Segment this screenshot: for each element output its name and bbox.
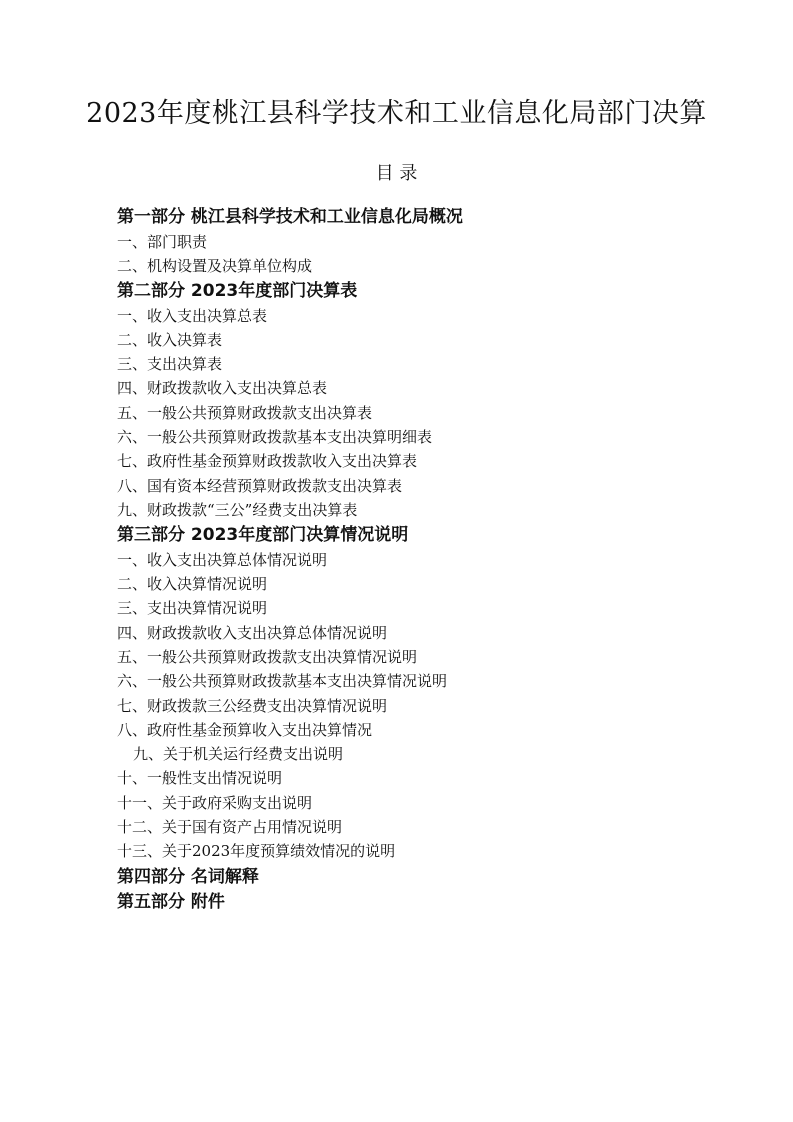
- toc-item: 十、一般性支出情况说明: [117, 769, 283, 788]
- toc-heading: 目 录: [375, 163, 418, 184]
- document-title: 2023年度桃江县科学技术和工业信息化局部门决算: [86, 98, 707, 129]
- toc-item: 一、收入支出决算总体情况说明: [117, 550, 328, 569]
- toc-item: 二、机构设置及决算单位构成: [117, 256, 313, 275]
- toc-item: 十三、关于2023年度预算绩效情况的说明: [117, 842, 396, 861]
- toc-item: 三、支出决算表: [117, 355, 223, 374]
- toc-item: 二、收入决算表: [117, 330, 223, 349]
- toc-part-heading: 第五部分 附件: [117, 892, 225, 913]
- toc-item: 二、收入决算情况说明: [117, 575, 268, 594]
- toc-item: 五、一般公共预算财政拨款支出决算表: [117, 403, 373, 422]
- toc-item: 六、一般公共预算财政拨款基本支出决算明细表: [117, 428, 433, 447]
- table-of-contents: [117, 204, 757, 915]
- toc-part-heading: 第一部分 桃江县科学技术和工业信息化局概况: [117, 207, 463, 227]
- toc-item: 九、关于机关运行经费支出说明: [133, 745, 344, 764]
- toc-item: 七、政府性基金预算财政拨款收入支出决算表: [117, 452, 418, 471]
- toc-item: 八、政府性基金预算收入支出决算情况: [117, 720, 373, 739]
- toc-part-heading: 第四部分 名词解释: [117, 866, 259, 887]
- toc-item: 五、一般公共预算财政拨款支出决算情况说明: [117, 647, 418, 666]
- toc-part-heading: 第二部分 2023年度部门决算表: [117, 281, 358, 302]
- toc-item: 九、财政拨款“三公”经费支出决算表: [117, 500, 358, 519]
- toc-item: 十二、关于国有资产占用情况说明: [117, 818, 343, 837]
- toc-item: 八、国有资本经营预算财政拨款支出决算表: [117, 476, 403, 495]
- toc-item: 一、部门职责: [117, 232, 208, 251]
- toc-part-heading: 第三部分 2023年度部门决算情况说明: [117, 525, 409, 546]
- toc-item: 六、一般公共预算财政拨款基本支出决算情况说明: [117, 672, 448, 691]
- toc-item: 十一、关于政府采购支出说明: [117, 793, 313, 812]
- toc-item: 一、收入支出决算总表: [117, 306, 268, 325]
- toc-item: 七、财政拨款三公经费支出决算情况说明: [117, 696, 388, 715]
- toc-item: 三、支出决算情况说明: [117, 599, 268, 618]
- toc-item: 四、财政拨款收入支出决算总体情况说明: [117, 623, 388, 642]
- toc-item: 四、财政拨款收入支出决算总表: [117, 379, 328, 398]
